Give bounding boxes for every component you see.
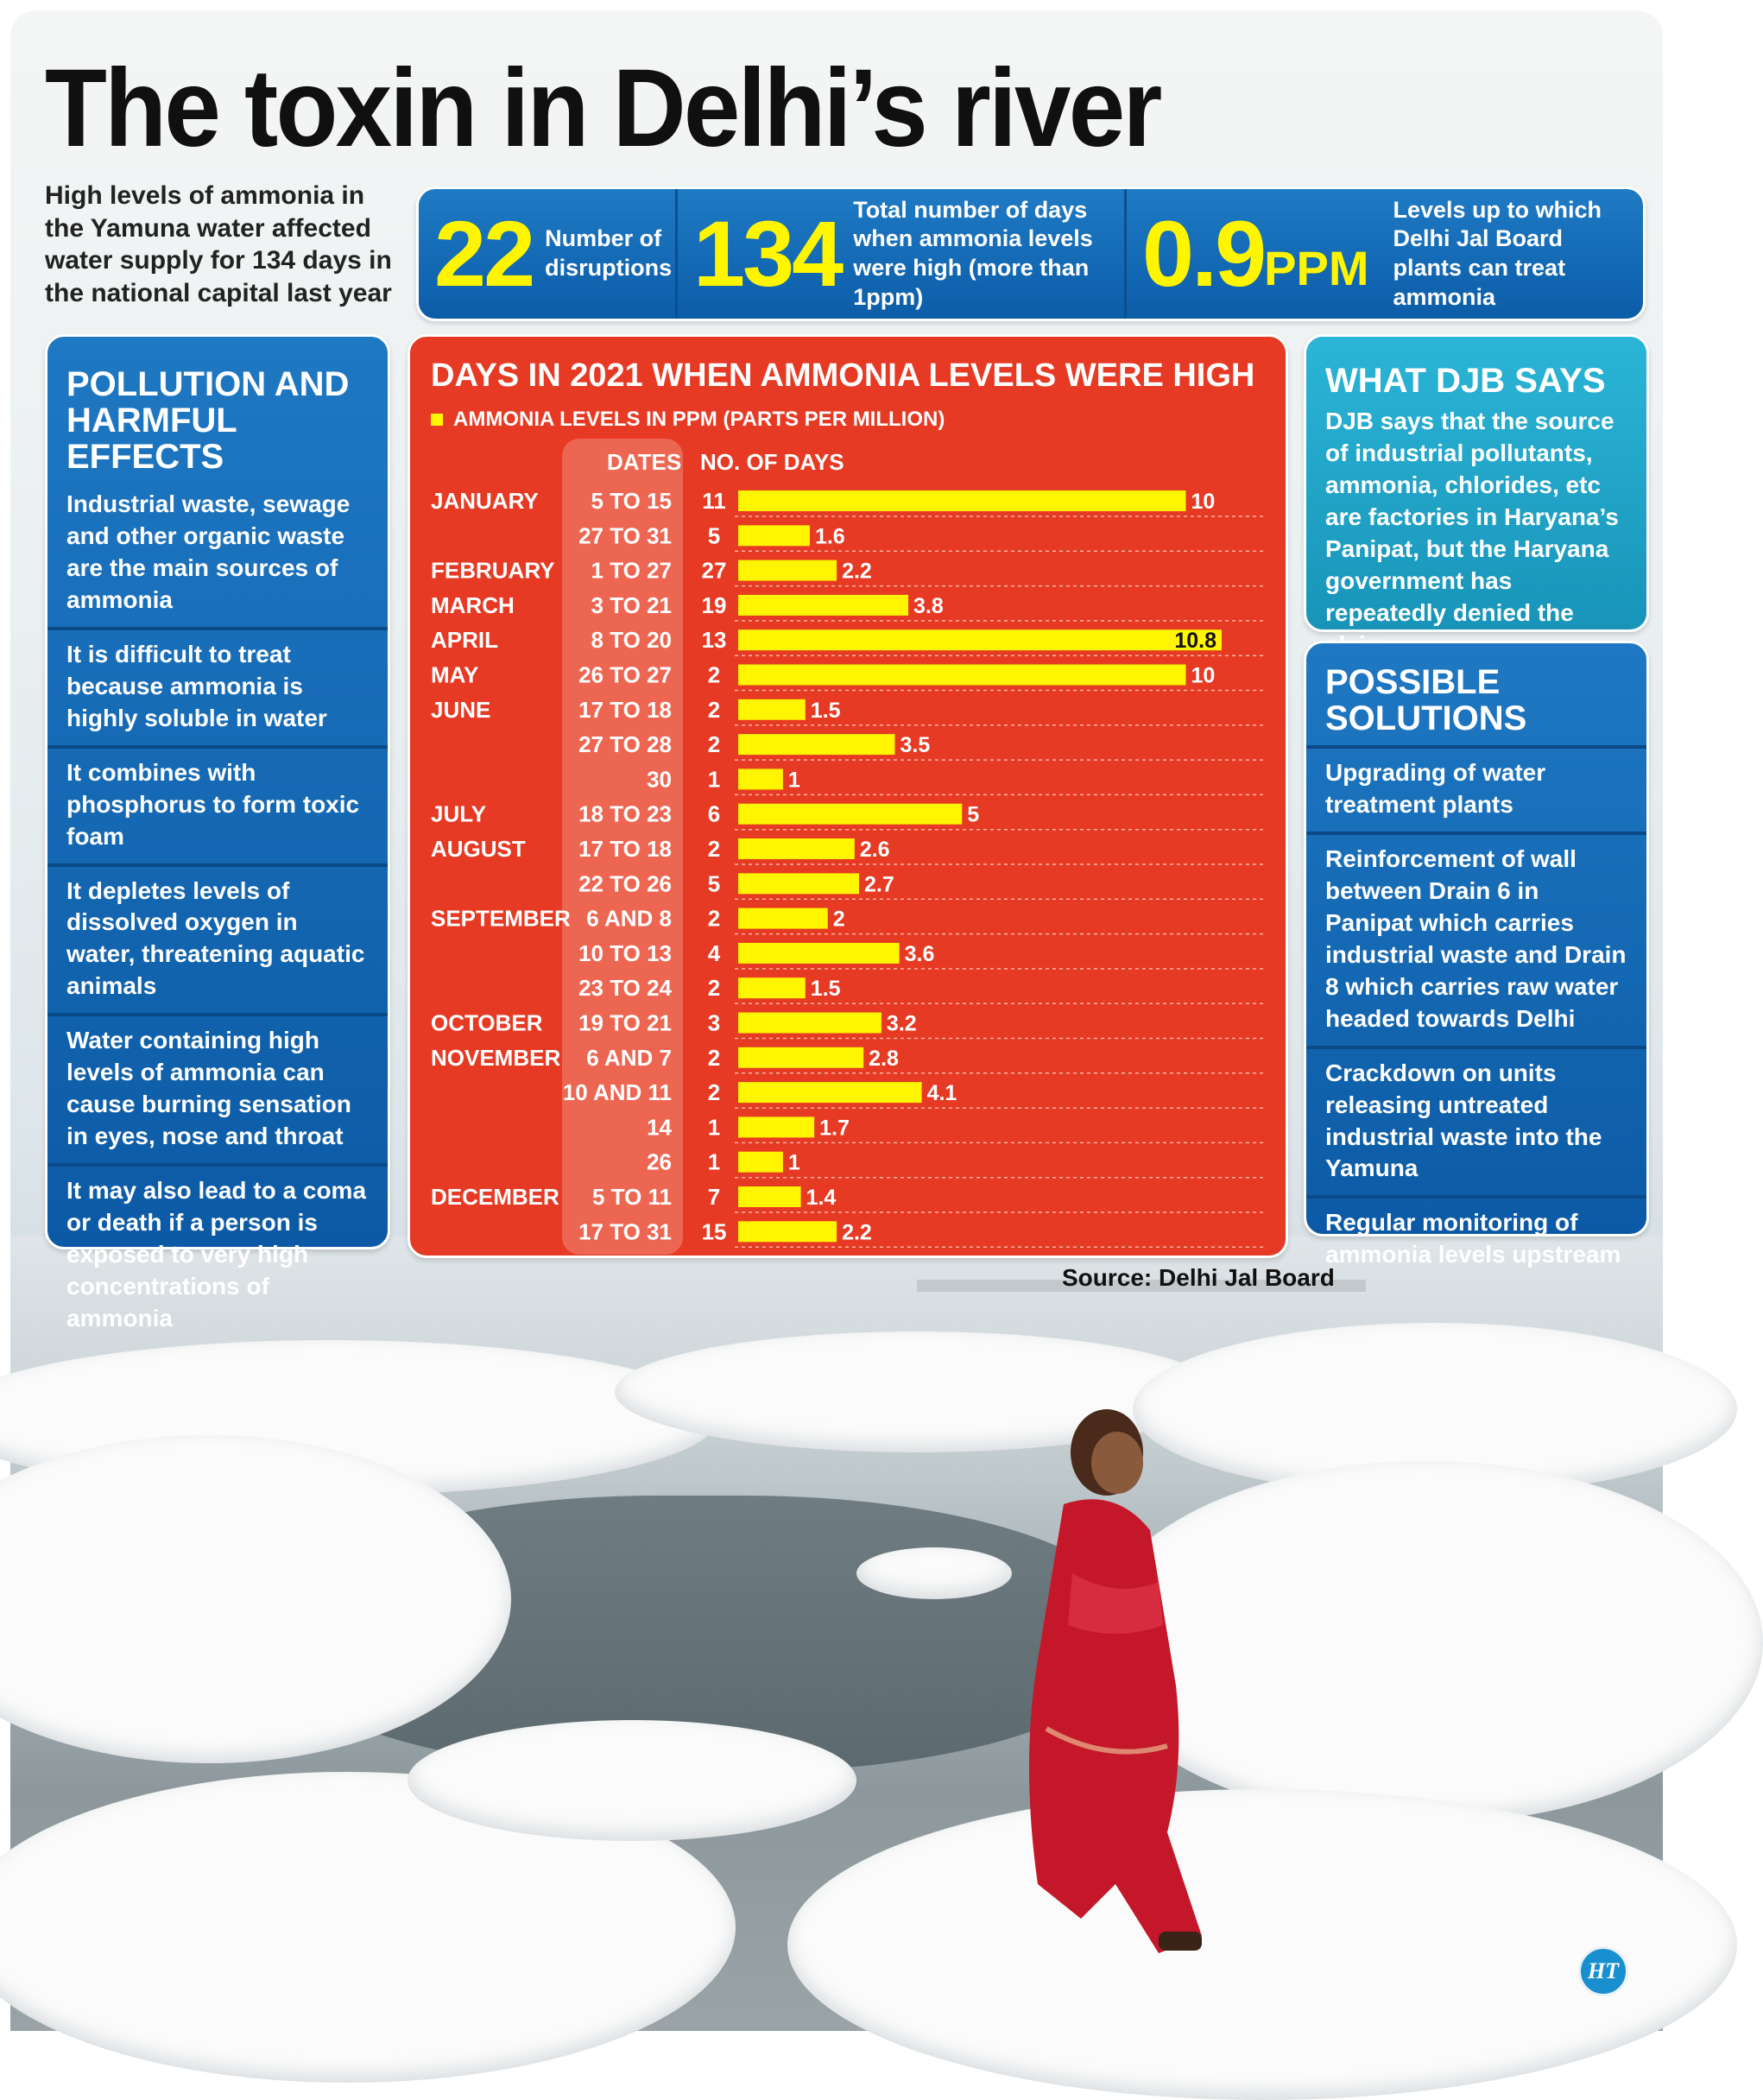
date-range-label: 26 (647, 1148, 672, 1175)
possible-solutions-panel (1304, 641, 1649, 1268)
ppm-bar (738, 490, 1186, 511)
solution-item: Upgrading of water treatment plants (1306, 749, 1646, 835)
solution-item: Regular monitoring of ammonia levels upstream (1325, 1209, 1621, 1268)
date-range-label: 19 TO 21 (578, 1009, 672, 1036)
days-count-label: 6 (707, 800, 721, 827)
days-count-label: 5 (707, 522, 721, 549)
intro-text: High levels of ammonia in the Yamuna water affected water supply for 134 days in the national capital last year (45, 181, 392, 307)
month-label: MARCH (431, 591, 515, 618)
ppm-value-label: 2.2 (842, 1220, 872, 1245)
date-range-label: 22 TO 26 (578, 870, 672, 897)
stat-value: 22 (434, 201, 534, 306)
date-range-label: 6 AND 7 (586, 1044, 672, 1071)
stat-value: 134 (693, 201, 842, 306)
ppm-bar (738, 804, 962, 825)
ppm-value-label: 1 (787, 1150, 800, 1175)
ppm-value-label: 1.6 (814, 524, 845, 549)
date-range-label: 26 TO 27 (578, 661, 672, 688)
month-label: MAY (431, 661, 479, 688)
ppm-bar (738, 769, 783, 789)
date-range-label: 5 TO 15 (591, 488, 672, 514)
ppm-bar (738, 1013, 882, 1034)
date-range-label: 10 TO 13 (578, 939, 672, 966)
days-count-label: 2 (707, 975, 721, 1002)
ppm-bar (738, 1152, 783, 1173)
source-note: Source: Delhi Jal Board (1062, 1264, 1335, 1291)
page-title: The toxin in Delhi’s river (45, 47, 1160, 170)
woman-in-red-sari (986, 1401, 1245, 2005)
month-label: NOVEMBER (431, 1044, 561, 1071)
stat-disruptions (419, 189, 678, 319)
ppm-value-label: 3.8 (913, 593, 944, 618)
stat-desc: Total number of days when ammonia levels were high (more than 1ppm) (853, 196, 1093, 310)
month-label: APRIL (431, 627, 498, 654)
stat-desc: Number of disruptions (545, 225, 673, 281)
ppm-bar (738, 629, 1222, 650)
date-range-label: 14 (647, 1114, 672, 1141)
date-range-label: 30 (647, 766, 672, 793)
river-foam-photo (10, 1237, 1663, 2031)
ppm-value-label: 10 (1191, 490, 1216, 514)
stat-desc: Levels up to which Delhi Jal Board plants can treat ammonia (1393, 196, 1602, 310)
what-djb-says-panel (1304, 334, 1649, 632)
date-range-label: 5 TO 11 (591, 1184, 672, 1210)
date-range-label: 8 TO 20 (591, 627, 672, 654)
days-count-label: 1 (707, 766, 721, 793)
days-count-label: 13 (701, 627, 727, 654)
solution-item: Reinforcement of wall between Drain 6 in Panipat which carries industrial waste and Drain 8 which carries raw water headed towards Delhi (1306, 835, 1646, 1049)
date-range-label: 10 AND 11 (562, 1079, 672, 1106)
date-range-label: 1 TO 27 (591, 557, 672, 584)
ppm-bar (738, 1047, 863, 1068)
ppm-value-label: 2 (832, 907, 845, 932)
days-count-label: 4 (707, 939, 721, 966)
days-count-label: 2 (707, 1079, 721, 1106)
panel-heading: WHAT DJB SAYS (1325, 362, 1606, 400)
djb-statement: DJB says that the source of industrial pollutants, ammonia, chlorides, etc are factories in Haryana’s Panipat, but the Haryana government has repeatedly denied the (1325, 408, 1619, 626)
date-range-label: 18 TO 23 (578, 800, 672, 827)
days-count-label: 2 (707, 661, 721, 688)
ppm-value-label: 3.5 (900, 733, 931, 758)
ppm-value-label: 5 (967, 802, 980, 827)
date-range-label: 17 TO 18 (578, 696, 672, 723)
pollution-effects-panel (45, 334, 390, 1331)
stat-treatment-level (1127, 189, 1643, 319)
chart-canvas (410, 337, 1286, 1256)
ppm-bar (738, 699, 806, 720)
ammonia-chart-panel (408, 334, 1288, 1258)
solution-item: Crackdown on units releasing untreated industrial waste into the Yamuna (1306, 1049, 1646, 1199)
effect-item: It may also lead to a coma or death if a person is exposed to very high concentrations of ammonia (66, 1177, 367, 1331)
ppm-bar (738, 1186, 801, 1207)
ppm-value-label: 2.2 (842, 559, 872, 584)
effect-item: It is difficult to treat because ammonia is highly soluble in water (47, 630, 388, 749)
date-range-label: 6 AND 8 (586, 905, 672, 932)
stat-days (678, 189, 1127, 319)
days-count-label: 19 (701, 591, 727, 618)
ppm-bar (738, 943, 900, 964)
ppm-value-label: 1.7 (819, 1116, 850, 1141)
days-count-label: 2 (707, 836, 721, 862)
ppm-bar (738, 908, 828, 929)
month-label: OCTOBER (431, 1009, 543, 1036)
ppm-bar (738, 1116, 814, 1137)
effect-item: Water containing high levels of ammonia can cause burning sensation in eyes, nose and throat (47, 1016, 388, 1167)
days-count-label: 3 (707, 1009, 721, 1036)
days-column-header: NO. OF DAYS (700, 449, 844, 475)
month-label: JUNE (431, 696, 491, 723)
ppm-bar (738, 838, 855, 859)
month-label: JULY (431, 800, 487, 827)
date-range-label: 17 TO 31 (578, 1218, 672, 1245)
infographic-frame (10, 10, 1663, 2031)
ppm-bar (738, 1221, 837, 1242)
effect-item: It depletes levels of dissolved oxygen in water, threatening aquatic animals (47, 867, 388, 1017)
ppm-bar (738, 595, 908, 616)
legend-label: AMMONIA LEVELS IN PPM (PARTS PER MILLION) (453, 408, 945, 431)
days-count-label: 2 (707, 1044, 721, 1071)
effect-item: Industrial waste, sewage and other organic waste are the main sources of ammonia (47, 480, 388, 630)
dates-column-header: DATES (607, 449, 682, 475)
days-count-label: 7 (707, 1184, 721, 1210)
chart-title: DAYS IN 2021 WHEN AMMONIA LEVELS WERE HIGH (431, 357, 1255, 394)
effect-item: It combines with phosphorus to form toxic foam (47, 749, 388, 867)
ppm-value-label: 10 (1191, 663, 1216, 688)
ppm-bar (738, 873, 859, 894)
panel-heading: POLLUTION AND HARMFUL EFFECTS (66, 365, 350, 476)
ppm-bar (738, 665, 1186, 686)
date-range-label: 3 TO 21 (591, 591, 672, 618)
ppm-bar (738, 525, 810, 546)
stats-band (416, 187, 1646, 321)
days-count-label: 1 (707, 1114, 721, 1141)
date-range-label: 27 TO 31 (578, 522, 672, 549)
ppm-value-label: 1.5 (810, 977, 841, 1002)
stat-value: 0.9 (1142, 201, 1265, 306)
ppm-value-label: 3.6 (904, 941, 935, 966)
ppm-bar (738, 734, 894, 755)
ht-logo: HT (1578, 1946, 1628, 1996)
ppm-value-label: 1 (787, 768, 800, 793)
month-label: AUGUST (431, 836, 526, 862)
ppm-value-label: 1.5 (810, 698, 841, 723)
month-label: SEPTEMBER (431, 905, 571, 932)
days-count-label: 2 (707, 731, 721, 758)
ppm-bar (738, 977, 806, 998)
days-count-label: 11 (702, 488, 726, 514)
days-count-label: 15 (701, 1218, 727, 1245)
date-range-label: 17 TO 18 (578, 836, 672, 862)
ppm-value-label: 2.6 (859, 838, 890, 862)
stat-unit: PPM (1264, 241, 1369, 295)
ppm-value-label: 2.8 (869, 1046, 899, 1071)
days-count-label: 2 (707, 905, 721, 932)
ppm-bar (738, 560, 837, 581)
month-label: DECEMBER (431, 1184, 559, 1210)
days-count-label: 2 (707, 696, 721, 723)
ppm-value-label: 4.1 (926, 1081, 957, 1106)
panel-heading: POSSIBLE SOLUTIONS (1306, 643, 1646, 749)
days-count-label: 5 (707, 870, 721, 897)
ppm-value-label: 3.2 (886, 1011, 917, 1036)
date-range-label: 27 TO 28 (578, 731, 672, 758)
ppm-bar (738, 1082, 922, 1103)
ppm-value-label: 2.7 (864, 872, 894, 897)
days-count-label: 1 (707, 1148, 721, 1175)
date-range-label: 23 TO 24 (578, 975, 672, 1002)
month-label: FEBRUARY (431, 557, 555, 584)
ppm-value-label: 10.8 (1174, 629, 1216, 654)
days-count-label: 27 (701, 557, 727, 584)
ppm-value-label: 1.4 (806, 1186, 837, 1210)
month-label: JANUARY (431, 488, 539, 514)
